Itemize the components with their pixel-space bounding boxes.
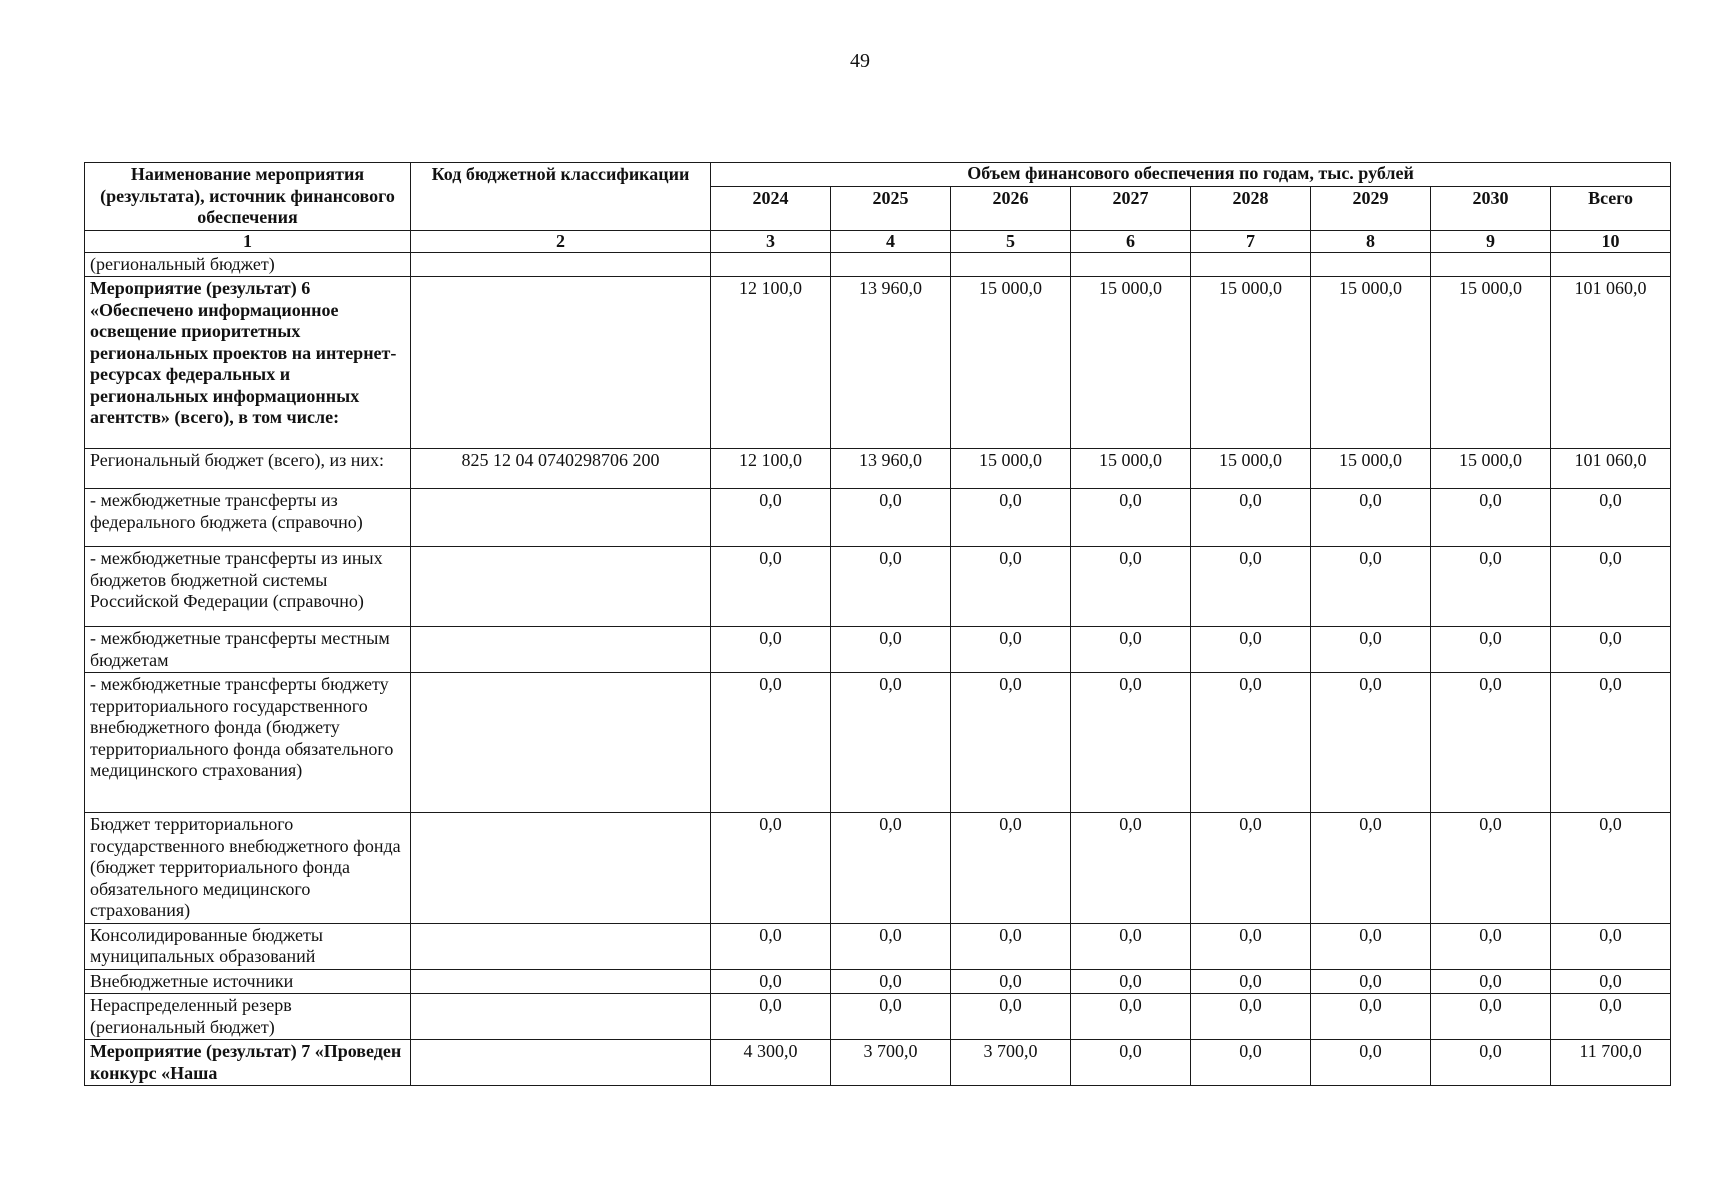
column-numbers-row — [85, 230, 1671, 252]
table-row — [85, 277, 1671, 449]
row-value: 0,0 — [951, 547, 1071, 627]
row-budget-code: 825 12 04 0740298706 200 — [411, 449, 711, 489]
row-value: 0,0 — [1551, 627, 1671, 673]
row-value: 15 000,0 — [1431, 277, 1551, 449]
row-value: 0,0 — [1071, 923, 1191, 969]
row-value: 0,0 — [1431, 1040, 1551, 1086]
row-value: 12 100,0 — [711, 449, 831, 489]
column-number: 9 — [1431, 230, 1551, 252]
row-value — [831, 252, 951, 277]
row-value: 15 000,0 — [1311, 277, 1431, 449]
row-name: Региональный бюджет (всего), из них: — [85, 449, 411, 489]
row-value: 15 000,0 — [1071, 277, 1191, 449]
row-value: 0,0 — [951, 673, 1071, 813]
row-value: 0,0 — [1551, 994, 1671, 1040]
header-year: 2029 — [1311, 186, 1431, 230]
row-budget-code — [411, 673, 711, 813]
row-value: 0,0 — [1551, 547, 1671, 627]
row-value: 15 000,0 — [1191, 277, 1311, 449]
row-value: 0,0 — [1071, 1040, 1191, 1086]
row-value: 0,0 — [1311, 994, 1431, 1040]
row-value: 0,0 — [1431, 627, 1551, 673]
row-value: 0,0 — [1431, 923, 1551, 969]
row-value: 0,0 — [711, 627, 831, 673]
row-value: 0,0 — [1071, 994, 1191, 1040]
row-budget-code — [411, 923, 711, 969]
row-value: 11 700,0 — [1551, 1040, 1671, 1086]
row-budget-code — [411, 547, 711, 627]
row-value — [1071, 252, 1191, 277]
row-name: Внебюджетные источники — [85, 969, 411, 994]
row-value: 0,0 — [1311, 627, 1431, 673]
row-name: - межбюджетные трансферты бюджету территориального государственного внебюджетного фонда (бюджету территориального фонда обязательного медицинского страхования) — [85, 673, 411, 813]
column-number: 3 — [711, 230, 831, 252]
row-budget-code — [411, 252, 711, 277]
row-value: 0,0 — [831, 813, 951, 924]
row-name: Консолидированные бюджеты муниципальных образований — [85, 923, 411, 969]
row-value: 0,0 — [1191, 813, 1311, 924]
row-value: 13 960,0 — [831, 277, 951, 449]
row-value — [1191, 252, 1311, 277]
table-row — [85, 449, 1671, 489]
row-name: - межбюджетные трансферты из федерального бюджета (справочно) — [85, 489, 411, 547]
header-volume: Объем финансового обеспечения по годам, тыс. рублей — [711, 163, 1671, 187]
row-value: 0,0 — [951, 923, 1071, 969]
row-value: 101 060,0 — [1551, 449, 1671, 489]
row-value — [1551, 252, 1671, 277]
row-value: 15 000,0 — [1311, 449, 1431, 489]
column-number: 7 — [1191, 230, 1311, 252]
row-value: 0,0 — [831, 627, 951, 673]
row-value: 0,0 — [1431, 813, 1551, 924]
column-number: 8 — [1311, 230, 1431, 252]
row-value: 0,0 — [1551, 969, 1671, 994]
row-value — [1431, 252, 1551, 277]
column-number: 6 — [1071, 230, 1191, 252]
row-value: 0,0 — [1311, 673, 1431, 813]
header-year: 2026 — [951, 186, 1071, 230]
column-number: 2 — [411, 230, 711, 252]
row-budget-code — [411, 277, 711, 449]
row-value: 15 000,0 — [1071, 449, 1191, 489]
row-value: 0,0 — [1071, 627, 1191, 673]
row-budget-code — [411, 969, 711, 994]
row-name: Мероприятие (результат) 6 «Обеспечено информационное освещение приоритетных региональных проектов на интернет-ресурсах федеральных и региональных информационных агентств» (всего), в том числе: — [85, 277, 411, 449]
row-value: 0,0 — [1191, 994, 1311, 1040]
row-value: 0,0 — [1431, 969, 1551, 994]
row-value: 4 300,0 — [711, 1040, 831, 1086]
header-code: Код бюджетной классификации — [411, 163, 711, 231]
row-value: 0,0 — [1311, 547, 1431, 627]
row-value: 0,0 — [1311, 813, 1431, 924]
row-value: 0,0 — [1431, 673, 1551, 813]
table-row — [85, 813, 1671, 924]
header-year: 2024 — [711, 186, 831, 230]
row-value: 0,0 — [1551, 813, 1671, 924]
row-budget-code — [411, 813, 711, 924]
row-value: 0,0 — [1071, 813, 1191, 924]
table-row — [85, 1040, 1671, 1086]
table-row — [85, 994, 1671, 1040]
table-row — [85, 547, 1671, 627]
page-number: 49 — [850, 50, 870, 72]
row-name: (региональный бюджет) — [85, 252, 411, 277]
financing-table — [84, 162, 1671, 1086]
row-value: 0,0 — [1551, 923, 1671, 969]
row-name: Нераспределенный резерв (региональный бюджет) — [85, 994, 411, 1040]
row-value: 13 960,0 — [831, 449, 951, 489]
row-value: 0,0 — [1191, 1040, 1311, 1086]
row-value: 0,0 — [1311, 1040, 1431, 1086]
row-value: 3 700,0 — [831, 1040, 951, 1086]
row-value: 0,0 — [951, 813, 1071, 924]
row-value: 15 000,0 — [1431, 449, 1551, 489]
row-budget-code — [411, 1040, 711, 1086]
row-value: 12 100,0 — [711, 277, 831, 449]
row-value: 0,0 — [951, 489, 1071, 547]
header-year: 2030 — [1431, 186, 1551, 230]
row-name: - межбюджетные трансферты местным бюджетам — [85, 627, 411, 673]
row-value: 0,0 — [1311, 969, 1431, 994]
row-value — [711, 252, 831, 277]
row-value: 0,0 — [1551, 673, 1671, 813]
row-value: 0,0 — [711, 489, 831, 547]
row-name: - межбюджетные трансферты из иных бюджетов бюджетной системы Российской Федерации (справочно) — [85, 547, 411, 627]
table-row — [85, 923, 1671, 969]
row-value: 0,0 — [1191, 547, 1311, 627]
row-value: 15 000,0 — [951, 277, 1071, 449]
table-body — [85, 252, 1671, 1086]
column-number: 10 — [1551, 230, 1671, 252]
row-value: 0,0 — [1191, 627, 1311, 673]
row-value: 0,0 — [1191, 673, 1311, 813]
header-year: Всего — [1551, 186, 1671, 230]
table-row — [85, 969, 1671, 994]
row-value: 0,0 — [1431, 547, 1551, 627]
row-value — [951, 252, 1071, 277]
column-number: 5 — [951, 230, 1071, 252]
row-value: 0,0 — [1551, 489, 1671, 547]
row-value: 0,0 — [831, 994, 951, 1040]
row-value: 0,0 — [1431, 994, 1551, 1040]
row-budget-code — [411, 627, 711, 673]
table-row — [85, 489, 1671, 547]
row-value: 0,0 — [711, 547, 831, 627]
row-value: 0,0 — [951, 969, 1071, 994]
row-value: 0,0 — [711, 813, 831, 924]
row-value: 0,0 — [1071, 969, 1191, 994]
table-row — [85, 627, 1671, 673]
row-value: 0,0 — [711, 923, 831, 969]
row-value: 0,0 — [1071, 547, 1191, 627]
row-value: 0,0 — [951, 627, 1071, 673]
table-row — [85, 673, 1671, 813]
row-budget-code — [411, 489, 711, 547]
header-year: 2027 — [1071, 186, 1191, 230]
column-number: 1 — [85, 230, 411, 252]
header-row — [85, 163, 1671, 187]
row-value: 0,0 — [1311, 489, 1431, 547]
row-value: 0,0 — [1191, 489, 1311, 547]
row-value: 101 060,0 — [1551, 277, 1671, 449]
row-value: 0,0 — [1071, 673, 1191, 813]
row-value: 0,0 — [831, 547, 951, 627]
row-value: 0,0 — [831, 923, 951, 969]
row-value: 0,0 — [951, 994, 1071, 1040]
row-name: Бюджет территориального государственного внебюджетного фонда (бюджет территориального фонда обязательного медицинского страхования) — [85, 813, 411, 924]
table-row — [85, 252, 1671, 277]
row-value: 0,0 — [831, 969, 951, 994]
row-value: 3 700,0 — [951, 1040, 1071, 1086]
row-value — [1311, 252, 1431, 277]
row-value: 0,0 — [711, 969, 831, 994]
row-name: Мероприятие (результат) 7 «Проведен конкурс «Наша — [85, 1040, 411, 1086]
header-year: 2028 — [1191, 186, 1311, 230]
row-value: 0,0 — [711, 673, 831, 813]
row-value: 0,0 — [1191, 969, 1311, 994]
header-name: Наименование мероприятия (результата), источник финансового обеспечения — [85, 163, 411, 231]
row-value: 15 000,0 — [1191, 449, 1311, 489]
column-number: 4 — [831, 230, 951, 252]
row-budget-code — [411, 994, 711, 1040]
row-value: 0,0 — [1071, 489, 1191, 547]
header-year: 2025 — [831, 186, 951, 230]
row-value: 0,0 — [831, 489, 951, 547]
row-value: 0,0 — [1431, 489, 1551, 547]
row-value: 15 000,0 — [951, 449, 1071, 489]
row-value: 0,0 — [1191, 923, 1311, 969]
row-value: 0,0 — [711, 994, 831, 1040]
row-value: 0,0 — [1311, 923, 1431, 969]
row-value: 0,0 — [831, 673, 951, 813]
